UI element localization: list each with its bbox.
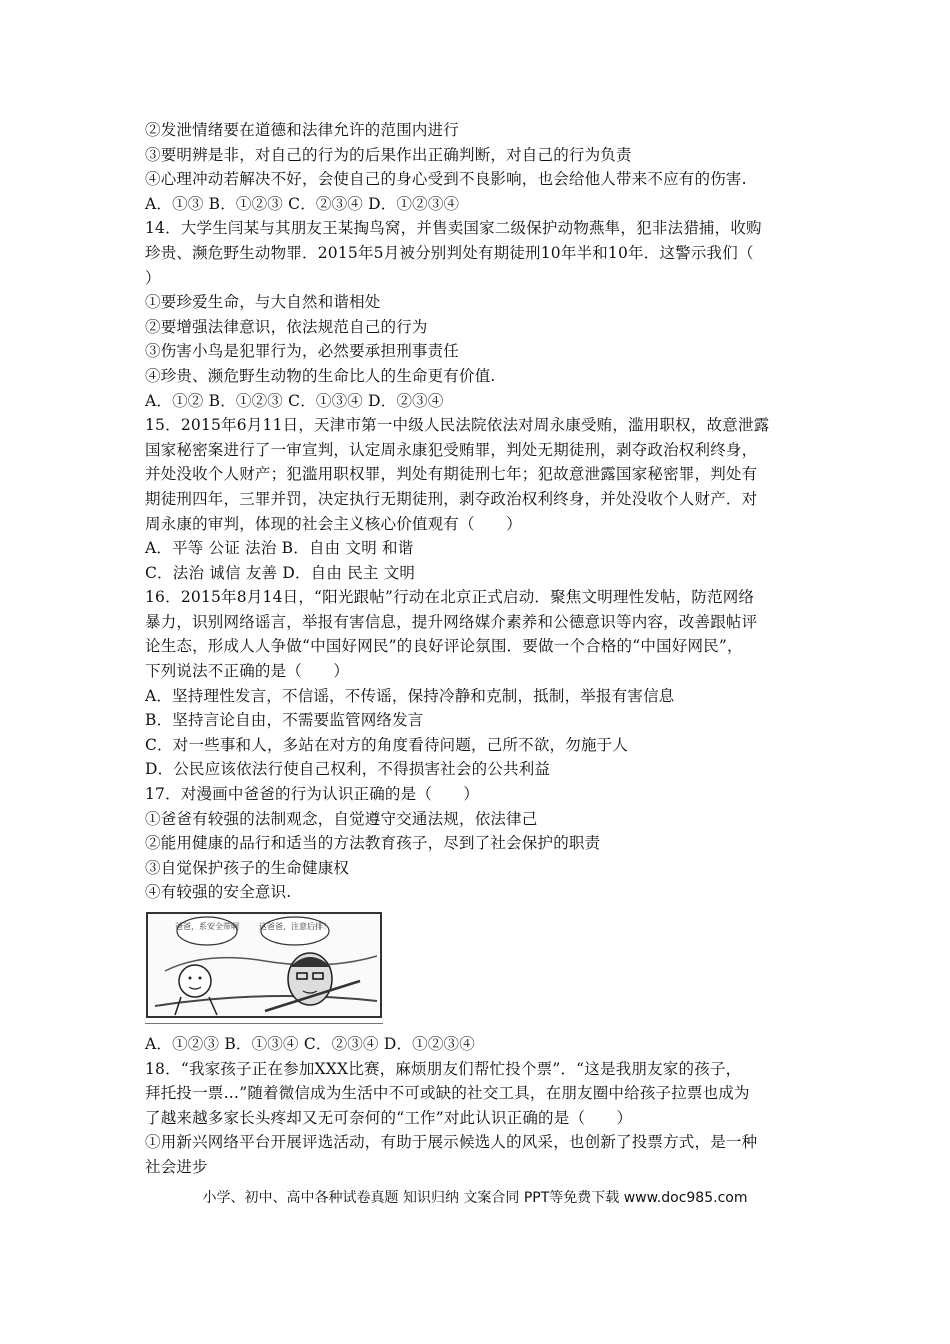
text-line: 社会进步 [145,1157,208,1176]
text-line: 暴力，识别网络谣言，举报有害信息，提升网络媒介素养和公德意识等内容，改善跟帖评 [145,612,758,631]
text-line: B．坚持言论自由，不需要监管网络发言 [145,711,424,730]
text-line: 了越来越多家长头疼却又无可奈何的“工作”对此认识正确的是（ ） [145,1108,633,1127]
text-line: ④有较强的安全意识. [145,883,292,902]
text-line: ②能用健康的品行和适当的方法教育孩子，尽到了社会保护的职责 [145,834,601,853]
text-line: 16．2015年8月14日，“阳光跟帖”行动在北京正式启动．聚焦文明理性发帖，防范网络 [145,588,755,607]
text-line: 下列说法不正确的是（ ） [145,662,350,681]
text-line: ②发泄情绪要在道德和法律允许的范围内进行 [145,121,460,139]
text-line: ①用新兴网络平台开展评选活动，有助于展示候选人的风采，也创新了投票方式，是一种 [145,1133,758,1152]
text-line: 周永康的审判，体现的社会主义核心价值观有（ ） [145,514,522,533]
text-line: A．坚持理性发言，不信谣，不传谣，保持冷静和克制，抵制，举报有害信息 [145,686,675,705]
text-block-a [145,118,825,905]
text-line: 珍贵、濒危野生动物罪．2015年5月被分别判处有期徒刑10年半和10年．这警示我们（ [145,243,754,262]
text-line: ①要珍爱生命，与大自然和谐相处 [145,293,381,312]
cartoon-illustration [145,911,383,1024]
text-line: ②要增强法律意识，依法规范自己的行为 [145,317,428,336]
text-line: ③要明辨是非，对自己的行为的后果作出正确判断，对自己的行为负责 [145,145,632,164]
text-line: A．①②③ B．①③④ C．②③④ D．①②③④ [145,1035,475,1053]
text-line: A．①③ B．①②③ C．②③④ D．①②③④ [145,194,460,213]
text-line: 15．2015年6月11日，天津市第一中级人民法院依法对周永康受贿，滥用职权，故意泄露 [145,416,770,435]
text-block-b [145,1032,825,1180]
text-line: 论生态，形成人人争做“中国好网民”的良好评论氛围．要做一个合格的“中国好网民”， [145,637,743,656]
text-line: 国家秘密案进行了一审宣判，认定周永康犯受贿罪，判处无期徒刑，剥夺政治权利终身， [145,440,758,459]
document-body [145,118,825,1180]
page-footer: 小学、初中、高中各种试卷真题 知识归纳 文案合同 PPT等免费下载 www.doc985.com [202,1190,748,1206]
text-line: 期徒刑四年，三罪并罚，决定执行无期徒刑，剥夺政治权利终身，并处没收个人财产．对 [145,489,758,508]
text-line: A．①② B．①②③ C．①③④ D．②③④ [145,391,444,410]
text-line: ） [145,268,161,287]
text-line: A．平等 公证 法治 B．自由 文明 和谐 [145,539,414,558]
text-line: ④心理冲动若解决不好，会使自己的身心受到不良影响，也会给他人带来不应有的伤害. [145,170,747,189]
text-line: 并处没收个人财产；犯滥用职权罪，判处有期徒刑七年；犯故意泄露国家秘密罪，判处有 [145,465,758,484]
text-line: C．对一些事和人，多站在对方的角度看待问题，己所不欲，勿施于人 [145,735,629,754]
text-line: 17．对漫画中爸爸的行为认识正确的是（ ） [145,785,480,804]
text-line: ①爸爸有较强的法制观念，自觉遵守交通法规，依法律己 [145,809,538,828]
text-line: ③伤害小鸟是犯罪行为，必然要承担刑事责任 [145,342,460,361]
bubble-left-text: 爸爸，系安全带啊 [175,922,239,931]
text-line: 14．大学生闫某与其朋友王某掏鸟窝，并售卖国家二级保护动物燕隼，犯非法猎捕，收购 [145,219,762,238]
text-line: ③自觉保护孩子的生命健康权 [145,858,350,877]
text-line: 拜托投一票…”随着微信成为生活中不可或缺的社交工具，在朋友圈中给孩子拉票也成为 [145,1084,750,1103]
text-line: 18．“我家孩子正在参加XXX比赛，麻烦朋友们帮忙投个票”．“这是我朋友家的孩子， [145,1059,742,1078]
text-line: D．公民应该依法行使自己权利，不得损害社会的公共利益 [145,760,551,779]
bubble-right-text: 这爸爸，注意后排！ [259,922,331,931]
text-line: C．法治 诚信 友善 D．自由 民主 文明 [145,563,416,582]
text-line: ④珍贵、濒危野生动物的生命比人的生命更有价值. [145,366,496,385]
